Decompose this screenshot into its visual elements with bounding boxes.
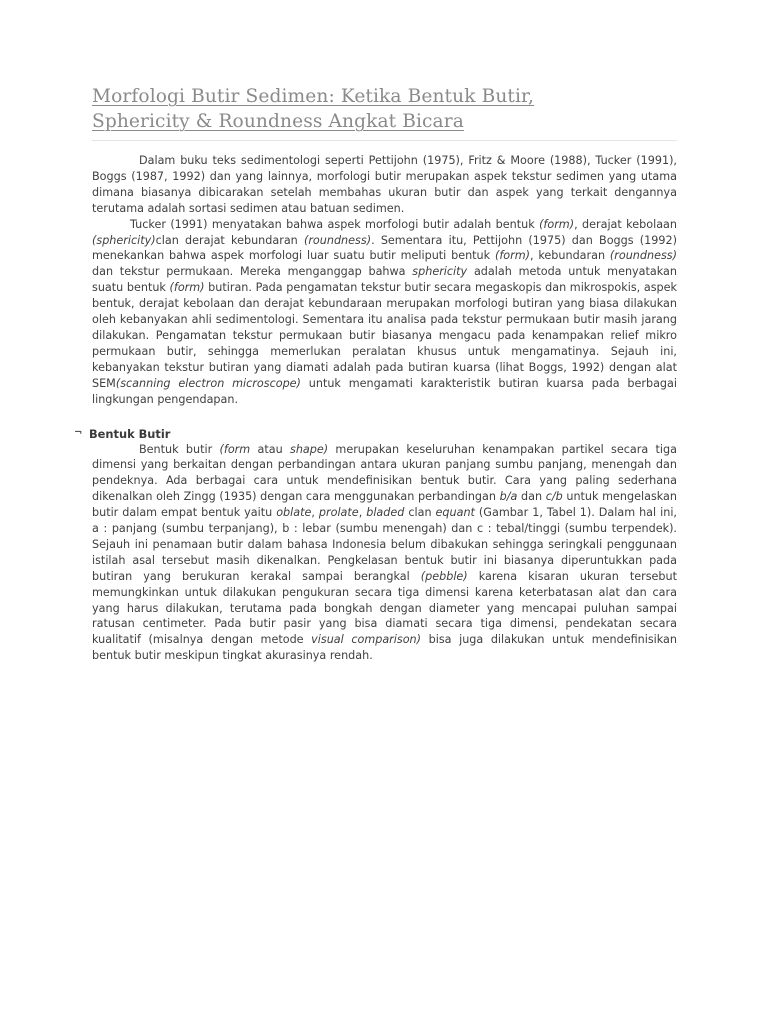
text-run: , derajat kebolaan xyxy=(574,217,678,231)
text-run: (Gambar 1, Tabel 1). Dalam hal ini, a : panjang (sumbu terpanjang), b : lebar (sumbu menengah) dan c : tebal/tinggi (sumbu terpendek). Sejauh ini penamaan butir dalam bahasa Indonesia belum dibakukan sehingga seringkali penggunaan istilah asal tersebut masih dikenalkan. Pengkelasan bentuk butir ini biasanya diperuntukkan pada butiran yang berukuran kerakal sampai berangkal xyxy=(92,506,677,583)
text-run: atau xyxy=(250,442,290,456)
italic-run: equant xyxy=(435,506,475,520)
text-run: clan xyxy=(404,506,436,520)
paragraph-intro xyxy=(92,153,677,217)
text-run: Dalam buku teks sedimentologi seperti Pettijohn (1975), Fritz & Moore (1988), Tucker (1991), Boggs (1987, 1992) dan yang lainnya, morfologi butir merupakan aspek tekstur sedimen yang utama dimana biasanya dibicarakan setelah membahas ukuran butir dan aspek yang terkait dengannya terutama adalah sortasi sedimen atau batuan sedimen. xyxy=(92,154,677,215)
text-run: untuk mengelaskan butir dalam empat bentuk yaitu xyxy=(92,490,677,520)
text-run: adalah metoda untuk menyatakan suatu bentuk xyxy=(92,265,677,295)
text-run: dan tekstur permukaan. Mereka menganggap bahwa xyxy=(92,265,413,279)
text-run: merupakan keseluruhan kenampakan partikel secara tiga dimensi yang berkaitan dengan perbandingan antara ukuran panjang sumbu panjang, menengah dan pendeknya. Ada berbagai cara untuk mendefinisikan bentuk butir. Cara yang paling sederhana dikenalkan oleh Zingg (1935) dengan cara menggunakan perbandingan xyxy=(92,442,677,504)
italic-run: oblate xyxy=(276,506,312,520)
section-heading xyxy=(74,426,677,442)
italic-run: (pebble) xyxy=(420,569,468,583)
text-run: karena kisaran ukuran tersebut memungkinkan untuk dilakukan pengukuran secara tiga dimensi karena keterbatasan alat dan cara yang harus dilakukan, terutama pada bongkah dengan diameter yang mencapai puluhan sampai ratusan centimeter. Pada butir pasir yang bisa diamati secara tiga dimensi, pendekatan secara kualitatif (misalnya dengan metode xyxy=(92,569,677,647)
text-run: Bentuk butir xyxy=(139,442,220,456)
bullet-icon: ¬ xyxy=(74,426,83,438)
text-run: butiran. Pada pengamatan tekstur butir secara megaskopis dan mikrospokis, aspek bentuk, derajat kebolaan dan derajat kebundaraan merupakan morfologi butiran yang biasa dilakukan oleh kebanyakan ahli sedimentologi. Sementara itu analisa pada tekstur permukaan butir masih jarang dilakukan. Pengamatan tekstur permukaan butir biasanya mengacu pada kenampakan relief mikro permukaan butir, sehingga memerlukan peralatan khusus untuk mengamatinya. Sejauh ini, kebanyakan tekstur butiran yang diamati adalah pada butiran kuarsa (lihat Boggs, 1992) dengan alat SEM xyxy=(92,281,677,390)
text-run: , xyxy=(358,506,367,520)
text-run: . Sementara itu, Pettijohn (1975) dan Boggs (1992) menekankan bahwa aspek morfologi luar suatu butir meliputi bentuk xyxy=(92,233,677,263)
italic-run: (sphericity) xyxy=(92,233,156,247)
text-run: , xyxy=(311,506,319,520)
italic-run: (form) xyxy=(169,281,205,295)
italic-run: bladed xyxy=(366,506,405,520)
italic-run: visual comparison) xyxy=(311,633,422,647)
paragraph-tucker xyxy=(92,217,677,408)
text-run: Tucker (1991) menyatakan bahwa aspek morfologi butir adalah bentuk xyxy=(130,217,540,231)
text-run: clan derajat kebundaran xyxy=(155,233,304,247)
document-title xyxy=(92,84,677,134)
title-line-2: Sphericity & Roundness Angkat Bicara xyxy=(92,111,464,132)
italic-run: shape) xyxy=(289,442,329,456)
italic-run: (roundness) xyxy=(303,233,372,247)
italic-run: (form xyxy=(219,442,251,456)
italic-run: (roundness) xyxy=(609,249,677,263)
text-run: , kebundaran xyxy=(529,249,610,263)
italic-run: sphericity xyxy=(412,265,468,279)
italic-run: c/b xyxy=(545,490,563,504)
text-run: dan xyxy=(517,490,546,504)
document-page xyxy=(74,84,678,664)
italic-run: (form) xyxy=(494,249,530,263)
text-run: untuk mengamati karakteristik butiran kuarsa pada berbagai lingkungan pengendapan. xyxy=(92,376,678,406)
title-line-1: Morfologi Butir Sedimen: Ketika Bentuk Butir, xyxy=(92,86,534,107)
title-divider xyxy=(92,140,677,141)
italic-run: (scanning electron microscope) xyxy=(115,376,301,390)
text-run: bisa juga dilakukan untuk mendefinisikan bentuk butir meskipun tingkat akurasinya rendah. xyxy=(92,633,678,663)
section-heading-label: Bentuk Butir xyxy=(89,426,171,441)
italic-run: (form) xyxy=(539,217,575,231)
paragraph-bentuk-butir xyxy=(92,442,677,665)
italic-run: b/a xyxy=(499,490,518,504)
italic-run: prolate xyxy=(318,506,359,520)
